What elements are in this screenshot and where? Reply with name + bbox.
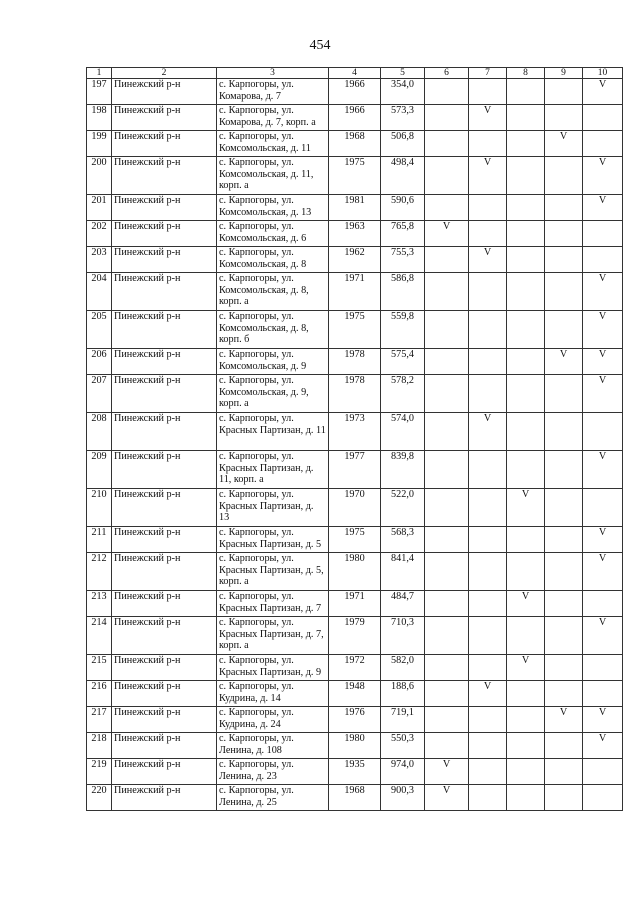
district-name: Пинежский р-н bbox=[112, 131, 217, 157]
mark-col-9 bbox=[545, 489, 583, 527]
table-row bbox=[87, 527, 623, 553]
mark-col-6 bbox=[425, 681, 469, 707]
mark-col-6 bbox=[425, 655, 469, 681]
district-name: Пинежский р-н bbox=[112, 221, 217, 247]
district-name: Пинежский р-н bbox=[112, 105, 217, 131]
row-number: 220 bbox=[87, 785, 112, 811]
district-name: Пинежский р-н bbox=[112, 195, 217, 221]
column-header: 9 bbox=[545, 68, 583, 79]
mark-col-10: V bbox=[583, 157, 623, 195]
row-number: 209 bbox=[87, 451, 112, 489]
row-number: 207 bbox=[87, 375, 112, 413]
mark-col-10 bbox=[583, 105, 623, 131]
mark-col-8 bbox=[507, 131, 545, 157]
floor-area: 839,8 bbox=[381, 451, 425, 489]
mark-col-9 bbox=[545, 105, 583, 131]
build-year: 1981 bbox=[329, 195, 381, 221]
address: с. Карпогоры, ул. Комарова, д. 7, корп. а bbox=[217, 105, 329, 131]
build-year: 1978 bbox=[329, 349, 381, 375]
mark-col-9 bbox=[545, 733, 583, 759]
district-name: Пинежский р-н bbox=[112, 451, 217, 489]
housing-registry-table bbox=[86, 67, 623, 811]
mark-col-10: V bbox=[583, 311, 623, 349]
table-body bbox=[87, 79, 623, 811]
mark-col-7 bbox=[469, 785, 507, 811]
table-row bbox=[87, 413, 623, 451]
mark-col-8 bbox=[507, 413, 545, 451]
table-row bbox=[87, 451, 623, 489]
floor-area: 550,3 bbox=[381, 733, 425, 759]
row-number: 215 bbox=[87, 655, 112, 681]
address: с. Карпогоры, ул. Красных Партизан, д. 5 bbox=[217, 527, 329, 553]
mark-col-10 bbox=[583, 247, 623, 273]
mark-col-9 bbox=[545, 527, 583, 553]
mark-col-6 bbox=[425, 617, 469, 655]
mark-col-9: V bbox=[545, 131, 583, 157]
mark-col-9 bbox=[545, 681, 583, 707]
build-year: 1978 bbox=[329, 375, 381, 413]
mark-col-10: V bbox=[583, 733, 623, 759]
district-name: Пинежский р-н bbox=[112, 157, 217, 195]
header-row bbox=[87, 68, 623, 79]
mark-col-10: V bbox=[583, 375, 623, 413]
mark-col-9 bbox=[545, 591, 583, 617]
mark-col-6 bbox=[425, 707, 469, 733]
address: с. Карпогоры, ул. Комсомольская, д. 13 bbox=[217, 195, 329, 221]
row-number: 200 bbox=[87, 157, 112, 195]
district-name: Пинежский р-н bbox=[112, 617, 217, 655]
table-row bbox=[87, 79, 623, 105]
row-number: 210 bbox=[87, 489, 112, 527]
table-row bbox=[87, 349, 623, 375]
mark-col-9 bbox=[545, 375, 583, 413]
mark-col-6 bbox=[425, 311, 469, 349]
mark-col-8 bbox=[507, 195, 545, 221]
floor-area: 765,8 bbox=[381, 221, 425, 247]
mark-col-8 bbox=[507, 221, 545, 247]
build-year: 1966 bbox=[329, 79, 381, 105]
mark-col-9 bbox=[545, 247, 583, 273]
mark-col-10: V bbox=[583, 553, 623, 591]
column-header: 4 bbox=[329, 68, 381, 79]
build-year: 1975 bbox=[329, 527, 381, 553]
build-year: 1980 bbox=[329, 733, 381, 759]
column-header: 8 bbox=[507, 68, 545, 79]
mark-col-8 bbox=[507, 273, 545, 311]
district-name: Пинежский р-н bbox=[112, 553, 217, 591]
row-number: 218 bbox=[87, 733, 112, 759]
floor-area: 568,3 bbox=[381, 527, 425, 553]
build-year: 1970 bbox=[329, 489, 381, 527]
mark-col-7 bbox=[469, 655, 507, 681]
mark-col-6 bbox=[425, 553, 469, 591]
mark-col-10: V bbox=[583, 451, 623, 489]
mark-col-9 bbox=[545, 195, 583, 221]
table-row bbox=[87, 311, 623, 349]
mark-col-6 bbox=[425, 527, 469, 553]
mark-col-10 bbox=[583, 591, 623, 617]
mark-col-7: V bbox=[469, 681, 507, 707]
address: с. Карпогоры, ул. Красных Партизан, д. 11 bbox=[217, 413, 329, 451]
mark-col-7 bbox=[469, 273, 507, 311]
mark-col-10: V bbox=[583, 195, 623, 221]
mark-col-8 bbox=[507, 247, 545, 273]
address: с. Карпогоры, ул. Комсомольская, д. 8 bbox=[217, 247, 329, 273]
district-name: Пинежский р-н bbox=[112, 759, 217, 785]
build-year: 1980 bbox=[329, 553, 381, 591]
row-number: 206 bbox=[87, 349, 112, 375]
table-row bbox=[87, 195, 623, 221]
table-row bbox=[87, 247, 623, 273]
mark-col-10: V bbox=[583, 79, 623, 105]
row-number: 217 bbox=[87, 707, 112, 733]
floor-area: 354,0 bbox=[381, 79, 425, 105]
floor-area: 188,6 bbox=[381, 681, 425, 707]
mark-col-9 bbox=[545, 221, 583, 247]
mark-col-9 bbox=[545, 311, 583, 349]
address: с. Карпогоры, ул. Красных Партизан, д. 11, корп. а bbox=[217, 451, 329, 489]
address: с. Карпогоры, ул. Комсомольская, д. 11, корп. а bbox=[217, 157, 329, 195]
mark-col-9 bbox=[545, 617, 583, 655]
mark-col-10 bbox=[583, 785, 623, 811]
mark-col-9 bbox=[545, 413, 583, 451]
mark-col-6 bbox=[425, 591, 469, 617]
district-name: Пинежский р-н bbox=[112, 655, 217, 681]
table-row bbox=[87, 553, 623, 591]
mark-col-7 bbox=[469, 131, 507, 157]
mark-col-8 bbox=[507, 617, 545, 655]
mark-col-6 bbox=[425, 247, 469, 273]
mark-col-7 bbox=[469, 733, 507, 759]
table-row bbox=[87, 591, 623, 617]
floor-area: 575,4 bbox=[381, 349, 425, 375]
mark-col-9 bbox=[545, 451, 583, 489]
column-header: 7 bbox=[469, 68, 507, 79]
district-name: Пинежский р-н bbox=[112, 527, 217, 553]
row-number: 202 bbox=[87, 221, 112, 247]
column-header: 5 bbox=[381, 68, 425, 79]
district-name: Пинежский р-н bbox=[112, 349, 217, 375]
address: с. Карпогоры, ул. Комсомольская, д. 11 bbox=[217, 131, 329, 157]
mark-col-7 bbox=[469, 79, 507, 105]
floor-area: 755,3 bbox=[381, 247, 425, 273]
mark-col-10: V bbox=[583, 273, 623, 311]
floor-area: 578,2 bbox=[381, 375, 425, 413]
floor-area: 574,0 bbox=[381, 413, 425, 451]
build-year: 1977 bbox=[329, 451, 381, 489]
mark-col-8 bbox=[507, 375, 545, 413]
district-name: Пинежский р-н bbox=[112, 591, 217, 617]
mark-col-8 bbox=[507, 527, 545, 553]
build-year: 1973 bbox=[329, 413, 381, 451]
build-year: 1968 bbox=[329, 131, 381, 157]
district-name: Пинежский р-н bbox=[112, 489, 217, 527]
column-header: 1 bbox=[87, 68, 112, 79]
mark-col-10 bbox=[583, 681, 623, 707]
address: с. Карпогоры, ул. Комсомольская, д. 8, корп. б bbox=[217, 311, 329, 349]
mark-col-9 bbox=[545, 553, 583, 591]
table-row bbox=[87, 131, 623, 157]
address: с. Карпогоры, ул. Красных Партизан, д. 9 bbox=[217, 655, 329, 681]
district-name: Пинежский р-н bbox=[112, 273, 217, 311]
row-number: 197 bbox=[87, 79, 112, 105]
address: с. Карпогоры, ул. Ленина, д. 25 bbox=[217, 785, 329, 811]
mark-col-10 bbox=[583, 413, 623, 451]
mark-col-8 bbox=[507, 707, 545, 733]
row-number: 208 bbox=[87, 413, 112, 451]
build-year: 1971 bbox=[329, 273, 381, 311]
mark-col-9 bbox=[545, 759, 583, 785]
table-row bbox=[87, 273, 623, 311]
mark-col-6 bbox=[425, 733, 469, 759]
floor-area: 522,0 bbox=[381, 489, 425, 527]
build-year: 1935 bbox=[329, 759, 381, 785]
mark-col-8 bbox=[507, 79, 545, 105]
mark-col-7 bbox=[469, 591, 507, 617]
mark-col-6 bbox=[425, 489, 469, 527]
mark-col-7: V bbox=[469, 413, 507, 451]
table-row bbox=[87, 759, 623, 785]
mark-col-9: V bbox=[545, 707, 583, 733]
address: с. Карпогоры, ул. Ленина, д. 23 bbox=[217, 759, 329, 785]
mark-col-8 bbox=[507, 157, 545, 195]
mark-col-7 bbox=[469, 349, 507, 375]
district-name: Пинежский р-н bbox=[112, 247, 217, 273]
row-number: 213 bbox=[87, 591, 112, 617]
mark-col-8 bbox=[507, 759, 545, 785]
mark-col-10 bbox=[583, 655, 623, 681]
address: с. Карпогоры, ул. Комарова, д. 7 bbox=[217, 79, 329, 105]
mark-col-7 bbox=[469, 759, 507, 785]
mark-col-9: V bbox=[545, 349, 583, 375]
mark-col-6 bbox=[425, 195, 469, 221]
floor-area: 841,4 bbox=[381, 553, 425, 591]
table-row bbox=[87, 617, 623, 655]
mark-col-7 bbox=[469, 375, 507, 413]
address: с. Карпогоры, ул. Комсомольская, д. 9 bbox=[217, 349, 329, 375]
district-name: Пинежский р-н bbox=[112, 707, 217, 733]
district-name: Пинежский р-н bbox=[112, 375, 217, 413]
floor-area: 484,7 bbox=[381, 591, 425, 617]
mark-col-8 bbox=[507, 349, 545, 375]
floor-area: 506,8 bbox=[381, 131, 425, 157]
table-row bbox=[87, 489, 623, 527]
mark-col-10 bbox=[583, 759, 623, 785]
mark-col-7: V bbox=[469, 105, 507, 131]
district-name: Пинежский р-н bbox=[112, 311, 217, 349]
row-number: 216 bbox=[87, 681, 112, 707]
mark-col-7 bbox=[469, 553, 507, 591]
address: с. Карпогоры, ул. Комсомольская, д. 8, корп. а bbox=[217, 273, 329, 311]
mark-col-6: V bbox=[425, 759, 469, 785]
table-row bbox=[87, 655, 623, 681]
mark-col-7 bbox=[469, 707, 507, 733]
mark-col-7 bbox=[469, 617, 507, 655]
row-number: 212 bbox=[87, 553, 112, 591]
build-year: 1975 bbox=[329, 157, 381, 195]
row-number: 219 bbox=[87, 759, 112, 785]
table-row bbox=[87, 707, 623, 733]
table-row bbox=[87, 105, 623, 131]
mark-col-6 bbox=[425, 413, 469, 451]
mark-col-7 bbox=[469, 489, 507, 527]
mark-col-8 bbox=[507, 553, 545, 591]
district-name: Пинежский р-н bbox=[112, 681, 217, 707]
mark-col-7 bbox=[469, 451, 507, 489]
mark-col-9 bbox=[545, 655, 583, 681]
mark-col-7 bbox=[469, 221, 507, 247]
table-row bbox=[87, 375, 623, 413]
floor-area: 900,3 bbox=[381, 785, 425, 811]
mark-col-6: V bbox=[425, 785, 469, 811]
floor-area: 590,6 bbox=[381, 195, 425, 221]
table-row bbox=[87, 681, 623, 707]
row-number: 214 bbox=[87, 617, 112, 655]
mark-col-6 bbox=[425, 79, 469, 105]
mark-col-9 bbox=[545, 157, 583, 195]
address: с. Карпогоры, ул. Кудрина, д. 14 bbox=[217, 681, 329, 707]
floor-area: 559,8 bbox=[381, 311, 425, 349]
mark-col-6 bbox=[425, 451, 469, 489]
address: с. Карпогоры, ул. Красных Партизан, д. 13 bbox=[217, 489, 329, 527]
build-year: 1975 bbox=[329, 311, 381, 349]
row-number: 205 bbox=[87, 311, 112, 349]
mark-col-8: V bbox=[507, 591, 545, 617]
build-year: 1971 bbox=[329, 591, 381, 617]
mark-col-8 bbox=[507, 733, 545, 759]
table-row bbox=[87, 733, 623, 759]
floor-area: 710,3 bbox=[381, 617, 425, 655]
mark-col-10: V bbox=[583, 617, 623, 655]
floor-area: 586,8 bbox=[381, 273, 425, 311]
mark-col-7 bbox=[469, 527, 507, 553]
page-number: 454 bbox=[309, 38, 331, 53]
district-name: Пинежский р-н bbox=[112, 79, 217, 105]
mark-col-6 bbox=[425, 273, 469, 311]
column-header: 10 bbox=[583, 68, 623, 79]
table-row bbox=[87, 221, 623, 247]
mark-col-6 bbox=[425, 349, 469, 375]
floor-area: 573,3 bbox=[381, 105, 425, 131]
table-row bbox=[87, 785, 623, 811]
build-year: 1963 bbox=[329, 221, 381, 247]
row-number: 203 bbox=[87, 247, 112, 273]
address: с. Карпогоры, ул. Комсомольская, д. 6 bbox=[217, 221, 329, 247]
mark-col-6 bbox=[425, 157, 469, 195]
row-number: 198 bbox=[87, 105, 112, 131]
district-name: Пинежский р-н bbox=[112, 785, 217, 811]
floor-area: 719,1 bbox=[381, 707, 425, 733]
mark-col-8: V bbox=[507, 655, 545, 681]
column-header: 6 bbox=[425, 68, 469, 79]
mark-col-6 bbox=[425, 131, 469, 157]
mark-col-8 bbox=[507, 681, 545, 707]
address: с. Карпогоры, ул. Красных Партизан, д. 7 bbox=[217, 591, 329, 617]
mark-col-6 bbox=[425, 105, 469, 131]
build-year: 1966 bbox=[329, 105, 381, 131]
build-year: 1976 bbox=[329, 707, 381, 733]
address: с. Карпогоры, ул. Комсомольская, д. 9, корп. а bbox=[217, 375, 329, 413]
mark-col-6: V bbox=[425, 221, 469, 247]
address: с. Карпогоры, ул. Кудрина, д. 24 bbox=[217, 707, 329, 733]
mark-col-9 bbox=[545, 273, 583, 311]
floor-area: 974,0 bbox=[381, 759, 425, 785]
district-name: Пинежский р-н bbox=[112, 413, 217, 451]
row-number: 211 bbox=[87, 527, 112, 553]
mark-col-7 bbox=[469, 195, 507, 221]
mark-col-9 bbox=[545, 785, 583, 811]
mark-col-9 bbox=[545, 79, 583, 105]
build-year: 1948 bbox=[329, 681, 381, 707]
mark-col-8 bbox=[507, 451, 545, 489]
build-year: 1979 bbox=[329, 617, 381, 655]
row-number: 204 bbox=[87, 273, 112, 311]
mark-col-7: V bbox=[469, 247, 507, 273]
district-name: Пинежский р-н bbox=[112, 733, 217, 759]
floor-area: 582,0 bbox=[381, 655, 425, 681]
mark-col-7 bbox=[469, 311, 507, 349]
mark-col-10 bbox=[583, 489, 623, 527]
mark-col-10: V bbox=[583, 707, 623, 733]
address: с. Карпогоры, ул. Ленина, д. 108 bbox=[217, 733, 329, 759]
mark-col-10: V bbox=[583, 527, 623, 553]
column-header: 2 bbox=[112, 68, 217, 79]
mark-col-8: V bbox=[507, 489, 545, 527]
floor-area: 498,4 bbox=[381, 157, 425, 195]
mark-col-10 bbox=[583, 131, 623, 157]
mark-col-10: V bbox=[583, 349, 623, 375]
mark-col-8 bbox=[507, 311, 545, 349]
row-number: 199 bbox=[87, 131, 112, 157]
row-number: 201 bbox=[87, 195, 112, 221]
address: с. Карпогоры, ул. Красных Партизан, д. 7, корп. а bbox=[217, 617, 329, 655]
address: с. Карпогоры, ул. Красных Партизан, д. 5, корп. а bbox=[217, 553, 329, 591]
build-year: 1968 bbox=[329, 785, 381, 811]
mark-col-10 bbox=[583, 221, 623, 247]
mark-col-6 bbox=[425, 375, 469, 413]
mark-col-7: V bbox=[469, 157, 507, 195]
column-header: 3 bbox=[217, 68, 329, 79]
mark-col-8 bbox=[507, 105, 545, 131]
build-year: 1962 bbox=[329, 247, 381, 273]
table-row bbox=[87, 157, 623, 195]
mark-col-8 bbox=[507, 785, 545, 811]
build-year: 1972 bbox=[329, 655, 381, 681]
